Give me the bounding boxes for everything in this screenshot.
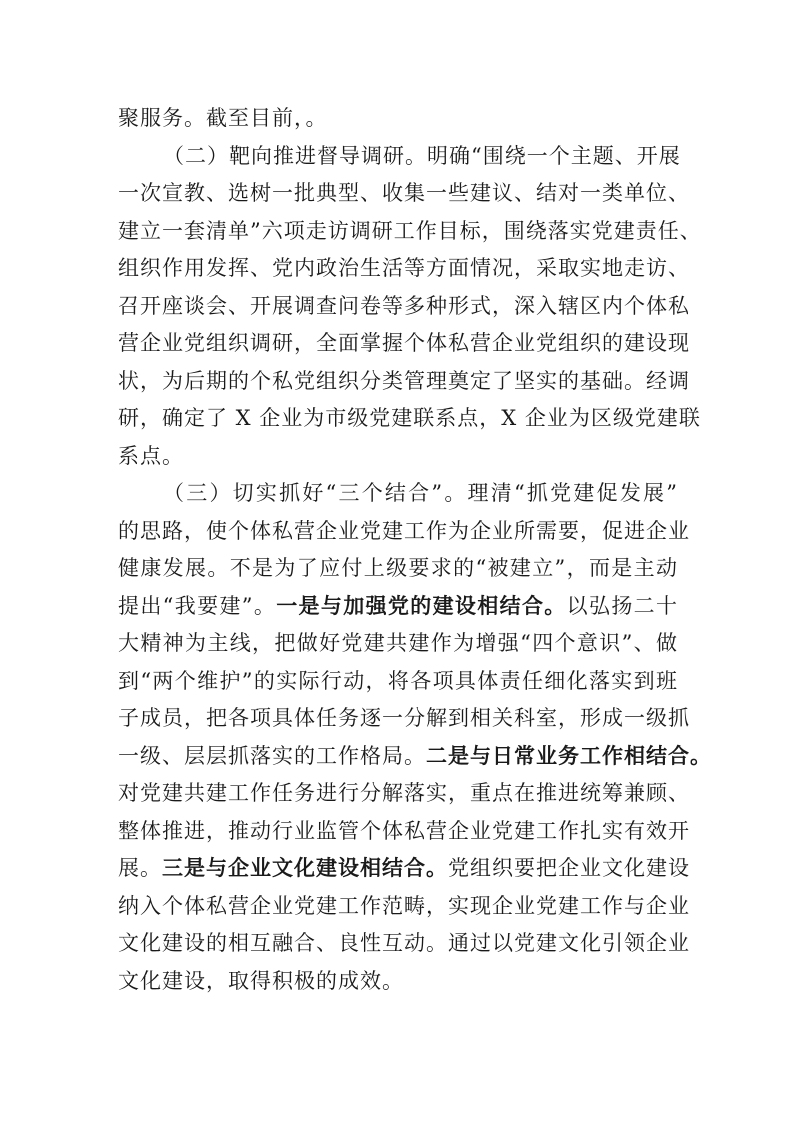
text-line: [118, 328, 690, 358]
text-line: [118, 591, 678, 621]
text-line: [163, 141, 681, 171]
text-line: [118, 816, 690, 846]
text-segment: （二）靶向推进督导调研。明确“围绕一个主题、开展: [163, 143, 681, 168]
text-segment: 提出“我要建”。: [118, 593, 277, 618]
bold-text-segment: 三是与企业文化建设相结合。: [162, 855, 448, 880]
text-line: [118, 216, 702, 246]
text-line: [118, 516, 690, 546]
text-line: [118, 291, 690, 321]
text-segment: 系点。: [118, 443, 184, 468]
text-segment: 的思路，使个体私营企业党建工作为企业所需要，促进企业: [118, 518, 690, 543]
text-line: [118, 703, 690, 733]
text-segment: （三）切实抓好“三个结合”。理清“抓党建促发展”: [163, 481, 678, 505]
text-segment: 大精神为主线，把做好党建共建作为增强“四个意识”、做: [118, 631, 678, 655]
text-segment: 聚服务。截至目前，。: [118, 106, 328, 130]
text-line: [118, 178, 690, 208]
text-line: [118, 441, 678, 471]
text-segment: 组织作用发挥、党内政治生活等方面情况，采取实地走访、: [118, 256, 690, 280]
text-segment: 党组织要把企业文化建设: [448, 856, 690, 880]
text-segment: 状，为后期的个私党组织分类管理奠定了坚实的基础。经调: [118, 368, 690, 393]
text-segment: 以弘扬二十: [566, 593, 679, 618]
text-line: [118, 103, 678, 133]
text-segment: 展。: [118, 856, 162, 880]
text-segment: 研，确定了 X 企业为市级党建联系点，X 企业为区级党建联: [118, 406, 701, 430]
text-line: [118, 853, 690, 883]
text-segment: 文化建设的相互融合、良性互动。通过以党建文化引领企业: [118, 931, 690, 955]
text-segment: 整体推进，推动行业监管个体私营企业党建工作扎实有效开: [118, 818, 690, 843]
text-line: [118, 891, 690, 921]
text-line: [118, 366, 690, 396]
text-segment: 召开座谈会、开展调查问卷等多种形式，深入辖区内个体私: [118, 293, 690, 318]
text-segment: 子成员，把各项具体任务逐一分解到相关科室，形成一级抓: [118, 706, 690, 730]
text-line: [118, 666, 678, 696]
text-line: [118, 928, 690, 958]
text-segment: 到“两个维护”的实际行动，将各项具体责任细化落实到班: [118, 668, 678, 693]
bold-text-segment: 二是与日常业务工作相结合。: [426, 742, 712, 768]
text-line: [118, 403, 701, 433]
text-line: [118, 966, 678, 996]
text-line: [118, 628, 678, 658]
text-segment: 纳入个体私营企业党建工作范畴，实现企业党建工作与企业: [118, 893, 690, 918]
text-line: [118, 253, 690, 283]
bold-text-segment: 一是与加强党的建设相结合。: [276, 592, 567, 618]
text-segment: 健康发展。不是为了应付上级要求的“被建立”，而是主动: [118, 556, 678, 580]
text-segment: 对党建共建工作任务进行分解落实，重点在推进统筹兼顾、: [118, 781, 690, 805]
text-segment: 一次宣教、选树一批典型、收集一些建议、结对一类单位、: [118, 181, 690, 205]
text-segment: 一级、层层抓落实的工作格局。: [118, 743, 426, 768]
text-segment: 营企业党组织调研，全面掌握个体私营企业党组织的建设现: [118, 331, 690, 355]
text-segment: 建立一套清单”六项走访调研工作目标，围绕落实党建责任、: [118, 218, 702, 243]
text-line: [163, 478, 678, 508]
text-segment: 文化建设，取得积极的成效。: [118, 968, 404, 993]
text-line: [118, 741, 712, 771]
text-line: [118, 553, 678, 583]
text-line: [118, 778, 690, 808]
